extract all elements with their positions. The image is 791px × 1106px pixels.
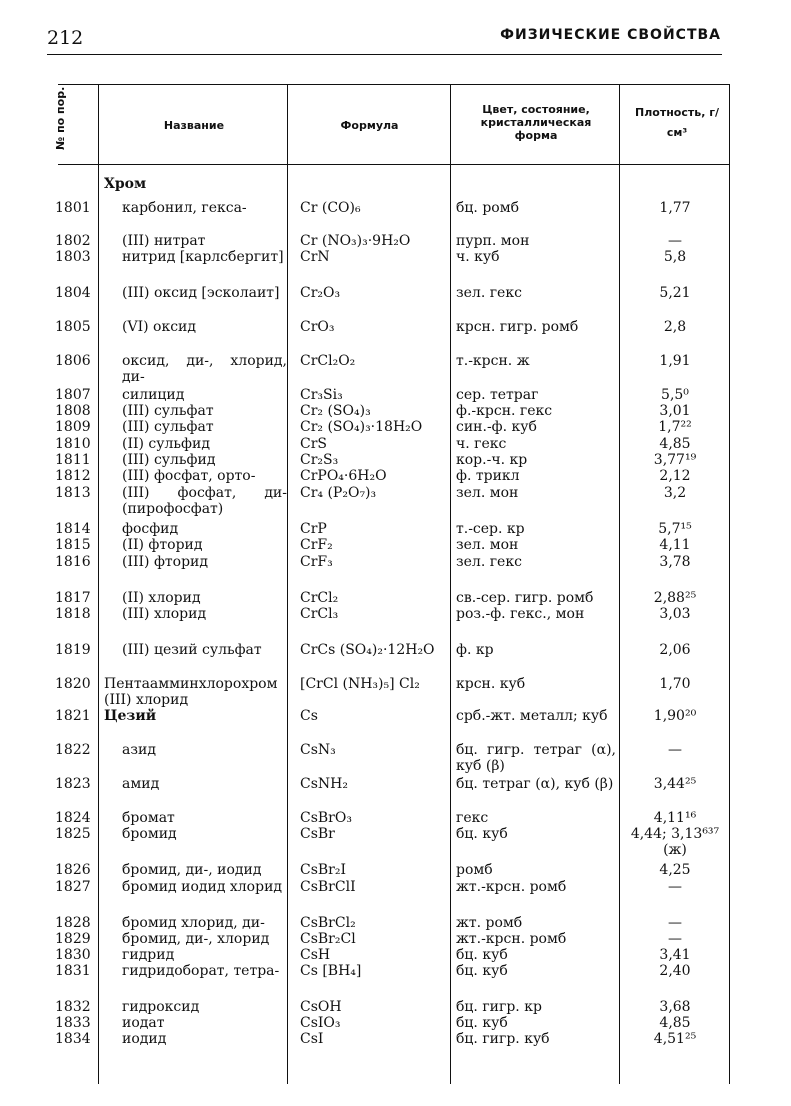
compound-state: гекс — [456, 810, 489, 826]
compound-state: пурп. мон — [456, 233, 530, 249]
compound-name: амид — [122, 776, 160, 792]
compound-name: бромид иодид хлорид — [122, 879, 283, 895]
compound-state: ч. куб — [456, 249, 500, 265]
compound-density: — — [668, 879, 682, 895]
compound-density: 3,2 — [663, 485, 687, 501]
compound-state: зел. мон — [456, 485, 519, 501]
compound-state: срб.-жт. металл; куб — [456, 708, 608, 724]
compound-density: 2,8 — [663, 319, 687, 335]
compound-density: 4,85 — [659, 436, 691, 452]
compound-formula: CsH — [300, 947, 331, 963]
row-number: 1832 — [55, 999, 91, 1015]
table-body — [0, 170, 791, 1090]
compound-density: 5,8 — [663, 249, 687, 265]
col-header-formula: Формула — [340, 119, 399, 132]
compound-state: бц. гигр. тетраг (α), куб (β) — [456, 742, 616, 774]
row-number: 1817 — [55, 590, 91, 606]
compound-name: (III) оксид [эсколаит] — [122, 285, 280, 301]
compound-formula: Cs [BH₄] — [300, 963, 362, 979]
compound-formula: CsIO₃ — [300, 1015, 341, 1031]
compound-formula: CrCl₂O₂ — [300, 353, 356, 369]
row-number: 1820 — [55, 676, 91, 692]
row-number: 1819 — [55, 642, 91, 658]
compound-name: (II) сульфид — [122, 436, 210, 452]
compound-formula: CrP — [300, 521, 327, 537]
compound-formula: Cr (CO)₆ — [300, 200, 361, 216]
compound-state: роз.-ф. гекс., мон — [456, 606, 585, 622]
compound-formula: CrF₂ — [300, 537, 333, 553]
compound-state: бц. куб — [456, 963, 508, 979]
compound-density: — — [668, 233, 682, 249]
row-number: 1824 — [55, 810, 91, 826]
compound-formula: CrF₃ — [300, 554, 333, 570]
row-number: 1833 — [55, 1015, 91, 1031]
compound-density: 3,41 — [659, 947, 691, 963]
compound-density: 5,5⁰ — [661, 387, 689, 403]
compound-name: (III) фосфат, орто- — [122, 468, 256, 484]
compound-state: ромб — [456, 862, 493, 878]
compound-state: бц. ромб — [456, 200, 520, 216]
col-header-name: Название — [163, 119, 225, 132]
row-number: 1834 — [55, 1031, 91, 1047]
compound-formula: CrN — [300, 249, 330, 265]
compound-density: 1,91 — [659, 353, 691, 369]
compound-state: бц. гигр. куб — [456, 1031, 550, 1047]
row-number: 1823 — [55, 776, 91, 792]
compound-formula: CrS — [300, 436, 327, 452]
row-number: 1810 — [55, 436, 91, 452]
compound-name: (III) сульфат — [122, 403, 214, 419]
compound-formula: CrCl₂ — [300, 590, 339, 606]
compound-formula: CsBr₂Cl — [300, 931, 356, 947]
row-number: 1830 — [55, 947, 91, 963]
compound-state: ф.-крсн. гекс — [456, 403, 553, 419]
compound-name: иодид — [122, 1031, 167, 1047]
col-header-state: Цвет, состояние, кристаллическая форма — [480, 103, 592, 142]
running-head: ФИЗИЧЕСКИЕ СВОЙСТВА — [500, 27, 721, 43]
compound-name: бромат — [122, 810, 175, 826]
row-number: 1827 — [55, 879, 91, 895]
compound-formula: CsBrO₃ — [300, 810, 352, 826]
compound-name: гидрид — [122, 947, 175, 963]
compound-density: 1,7²² — [658, 419, 692, 435]
row-number: 1806 — [55, 353, 91, 369]
compound-formula: Cr₂ (SO₄)₃ — [300, 403, 371, 419]
compound-density: 3,68 — [659, 999, 691, 1015]
compound-name: (III) нитрат — [122, 233, 206, 249]
row-number: 1807 — [55, 387, 91, 403]
compound-name: бромид, ди-, иодид — [122, 862, 262, 878]
row-number: 1826 — [55, 862, 91, 878]
compound-name: (III) фторид — [122, 554, 209, 570]
compound-formula: CrCs (SO₄)₂·12H₂O — [300, 642, 435, 658]
compound-formula: CsN₃ — [300, 742, 336, 758]
row-number: 1821 — [55, 708, 91, 724]
compound-name: (III) цезий сульфат — [122, 642, 262, 658]
compound-formula: CsBr₂I — [300, 862, 347, 878]
compound-name: (III) сульфат — [122, 419, 214, 435]
compound-state: кор.-ч. кр — [456, 452, 528, 468]
compound-state: ф. кр — [456, 642, 494, 658]
compound-state: бц. тетраг (α), куб (β) — [456, 776, 614, 792]
compound-name: (II) хлорид — [122, 590, 201, 606]
row-number: 1825 — [55, 826, 91, 842]
compound-state: жт.-крсн. ромб — [456, 931, 567, 947]
compound-formula: Cr (NO₃)₃·9H₂O — [300, 233, 411, 249]
compound-state: зел. гекс — [456, 554, 522, 570]
compound-formula: CrCl₃ — [300, 606, 339, 622]
row-number: 1822 — [55, 742, 91, 758]
compound-density: 4,85 — [659, 1015, 691, 1031]
compound-formula: CsBr — [300, 826, 335, 842]
compound-density: — — [668, 742, 682, 758]
compound-name: карбонил, гекса- — [122, 200, 247, 216]
compound-formula: CsNH₂ — [300, 776, 348, 792]
group-heading-chromium: Хром — [104, 176, 147, 192]
row-number: 1802 — [55, 233, 91, 249]
compound-state: жт. ромб — [456, 915, 523, 931]
header-rule — [47, 54, 722, 55]
compound-formula: CrPO₄·6H₂O — [300, 468, 387, 484]
page-number: 212 — [47, 27, 84, 49]
compound-formula: CsBrCl₂ — [300, 915, 356, 931]
compound-formula: CsI — [300, 1031, 324, 1047]
compound-formula: Cr₂ (SO₄)₃·18H₂O — [300, 419, 423, 435]
compound-formula: Cs — [300, 708, 318, 724]
compound-state: бц. куб — [456, 1015, 508, 1031]
compound-density: 3,01 — [659, 403, 691, 419]
compound-density: 2,88²⁵ — [653, 590, 697, 606]
compound-formula: Cr₄ (P₂O₇)₃ — [300, 485, 377, 501]
table-header-rule — [58, 164, 730, 165]
page-header — [0, 0, 791, 60]
compound-density: — — [668, 915, 682, 931]
row-number: 1828 — [55, 915, 91, 931]
row-number: 1831 — [55, 963, 91, 979]
compound-name: (III) хлорид — [122, 606, 207, 622]
row-number: 1808 — [55, 403, 91, 419]
compound-state: син.-ф. куб — [456, 419, 537, 435]
compound-name: оксид, ди-, хлорид, ди- — [122, 353, 287, 385]
compound-density: 1,70 — [659, 676, 691, 692]
compound-state: жт.-крсн. ромб — [456, 879, 567, 895]
row-number: 1815 — [55, 537, 91, 553]
row-number: 1811 — [55, 452, 91, 468]
row-number: 1809 — [55, 419, 91, 435]
col-header-number: № по пор. — [54, 86, 67, 150]
compound-name: бромид — [122, 826, 177, 842]
compound-formula: CsOH — [300, 999, 342, 1015]
compound-state: ч. гекс — [456, 436, 507, 452]
compound-density: 4,11¹⁶ — [653, 810, 697, 826]
compound-state: крсн. гигр. ромб — [456, 319, 579, 335]
row-number: 1829 — [55, 931, 91, 947]
compound-name: силицид — [122, 387, 185, 403]
table-top-rule — [58, 84, 730, 85]
compound-formula: Cr₂S₃ — [300, 452, 339, 468]
compound-density: 1,77 — [659, 200, 691, 216]
compound-name: (VI) оксид — [122, 319, 196, 335]
compound-name: нитрид [карлсбергит] — [122, 249, 284, 265]
compound-name: гидроксид — [122, 999, 200, 1015]
compound-state: т.-крсн. ж — [456, 353, 530, 369]
compound-formula: CsBrClI — [300, 879, 356, 895]
compound-density: 4,44; 3,13⁶³⁷ (ж) — [630, 826, 720, 858]
compound-name: Цезий — [104, 708, 157, 724]
compound-density: 3,44²⁵ — [653, 776, 697, 792]
compound-state: сер. тетраг — [456, 387, 539, 403]
compound-state: ф. трикл — [456, 468, 520, 484]
compound-state: бц. куб — [456, 947, 508, 963]
compound-density: 2,40 — [659, 963, 691, 979]
row-number: 1814 — [55, 521, 91, 537]
compound-name: азид — [122, 742, 156, 758]
row-number: 1816 — [55, 554, 91, 570]
compound-state: бц. куб — [456, 826, 508, 842]
compound-formula: CrO₃ — [300, 319, 335, 335]
compound-state: т.-сер. кр — [456, 521, 525, 537]
compound-name: иодат — [122, 1015, 165, 1031]
compound-density: 4,25 — [659, 862, 691, 878]
row-number: 1804 — [55, 285, 91, 301]
compound-density: 2,12 — [659, 468, 691, 484]
compound-name: бромид хлорид, ди- — [122, 915, 265, 931]
compound-formula: Cr₃Si₃ — [300, 387, 343, 403]
row-number: 1805 — [55, 319, 91, 335]
compound-state: зел. мон — [456, 537, 519, 553]
compound-formula: Cr₂O₃ — [300, 285, 341, 301]
compound-density: 5,7¹⁵ — [658, 521, 692, 537]
row-number: 1801 — [55, 200, 91, 216]
compound-density: 2,06 — [659, 642, 691, 658]
compound-formula: [CrCl (NH₃)₅] Cl₂ — [300, 676, 420, 692]
compound-state: крсн. куб — [456, 676, 526, 692]
row-number: 1803 — [55, 249, 91, 265]
compound-density: 4,11 — [659, 537, 691, 553]
compound-density: 5,21 — [659, 285, 691, 301]
row-number: 1818 — [55, 606, 91, 622]
compound-density: — — [668, 931, 682, 947]
compound-name: фосфид — [122, 521, 179, 537]
compound-name: бромид, ди-, хлорид — [122, 931, 270, 947]
compound-state: св.-сер. гигр. ромб — [456, 590, 594, 606]
compound-density: 1,90²⁰ — [653, 708, 697, 724]
col-header-density: Плотность, г/см³ — [635, 106, 719, 139]
compound-name: (III) фосфат, ди- (пирофосфат) — [122, 485, 287, 517]
compound-name: Пентаамминхлорохром (III) хлорид — [104, 676, 278, 708]
compound-density: 3,78 — [659, 554, 691, 570]
compound-name: гидридоборат, тетра- — [122, 963, 280, 979]
compound-name: (III) сульфид — [122, 452, 216, 468]
compound-state: зел. гекс — [456, 285, 522, 301]
compound-density: 3,03 — [659, 606, 691, 622]
row-number: 1813 — [55, 485, 91, 501]
compound-name: (II) фторид — [122, 537, 203, 553]
compound-density: 3,77¹⁹ — [653, 452, 697, 468]
compound-density: 4,51²⁵ — [653, 1031, 697, 1047]
compound-state: бц. гигр. кр — [456, 999, 542, 1015]
row-number: 1812 — [55, 468, 91, 484]
